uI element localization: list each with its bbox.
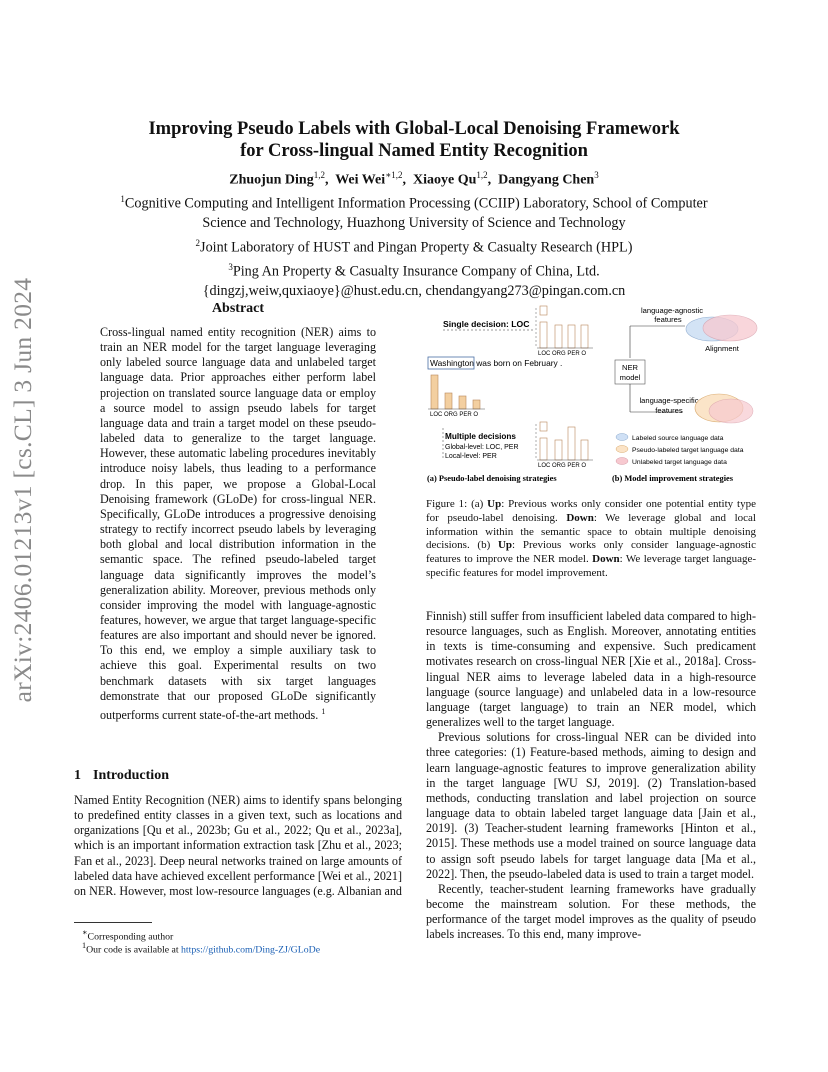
lang-specific-label-1: language-specific — [639, 396, 699, 405]
multiple-decisions-label: Multiple decisions — [445, 432, 516, 441]
author-affil-mark: 1,2 — [476, 170, 488, 180]
paragraph: Previous solutions for cross-lingual NER can be divided into three categories: (1) Feature-based methods, aiming to design and learn language-agnostic features to improve generalization ability in the target language [WU SJ, 2019]. (2) Translation-based methods, conducting translation and label projection on source language data to obtain labeled target language data [Jain et al., 2019]. (3) Teacher-student learning frameworks [Hinton et al., 2015]. These methods use a model trained on source language data to assign soft pseudo labels for target language data [Ma et al., 2022]. Then, the pseudo-labeled data is used to train a target model. — [426, 730, 756, 881]
left-distribution-bars — [431, 375, 480, 409]
unlabeled-ellipse-top — [703, 315, 757, 341]
paragraph: Finnish) still suffer from insufficient labeled data compared to high-resource languages, such as English. Moreover, annotating entities in texts is time-consuming and expensive. Such predicament motivates research on cross-lingual NER [Xie et al., 2018a]. Cross-lingual NER aims to leverage labeled data in a high-resource language (source language) and unlabeled data in a low-resource language (target language) to train an NER model, which generalizes well to the target language. — [426, 609, 756, 730]
example-sentence: Washington was born on February . — [430, 358, 563, 368]
unlabeled-ellipse-bottom — [709, 399, 753, 423]
author-list: Zhuojun Ding$^{1,2}$, Wei Wei$^{∗1,2}$, Xiaoye Qu$^{1,2}$, Dangyang Chen$^3$ — [229, 170, 599, 188]
legend-unlabeled-label: Unlabeled target language data — [632, 459, 727, 466]
subcaption-b: (b) Model improvement strategies — [612, 474, 734, 483]
bottom-distribution-bars — [540, 422, 588, 460]
author-name: Dangyang Chen — [498, 172, 595, 188]
footnote-divider — [74, 922, 152, 923]
introduction-text: Named Entity Recognition (NER) aims to identify spans belonging to predefined entity classes in a given text, such as locations and organizations [Qu et al., 2023b; Gu et al., 2022; Qu et al., 2023a], which is an important information extraction task [Zhu et al., 2023; Fan et al., 2023]. Deep neural networks trained on large amounts of labeled data have achieved excellent performance [Wei et al., 2021] on NER. However, most low-resource languages (e.g. Albanian and — [74, 793, 402, 898]
paragraph: Recently, teacher-student learning frameworks have gradually become the mainstream solution. For these methods, the performance of the target model improves as the quality of pseudo labels increases. To this end, many improve- — [426, 881, 756, 942]
ner-model-label-2: model — [619, 373, 641, 382]
lang-agnostic-label-1: language-agnostic — [640, 306, 704, 315]
top-distribution-bars — [540, 306, 588, 348]
figure-caption: Figure 1: (a) Up: Previous works only consider one potential entity type for pseudo-label denoising. Down: We leverage global and local information within the semantic space to obtain multiple denoising decisions. (b) Up: Previous works only consider language-agnostic features to improve the NER model. Down: We leverage target language-specific features for model improvement. — [426, 498, 756, 579]
affiliations — [60, 190, 768, 302]
abstract-heading: Abstract — [211, 301, 265, 316]
footnote-ref[interactable]: 1 — [321, 706, 326, 716]
legend-unlabeled-swatch — [616, 458, 628, 465]
lang-specific-label-2: features — [655, 406, 683, 415]
left-bar-labels: LOC ORG PER O — [430, 412, 479, 418]
abstract-text: Cross-lingual named entity recognition (NER) aims to train an NER model for the target language leveraging only labeled source language data and unlabeled target language data. Prior approaches either perform label projection on translated source language data or employ a source model to assign pseudo labels for target language data and train a target model on these pseudo-labeled data to generalize to the target language. However, these automatic labeling procedures inevitably introduce noisy labels, thus leading to a performance drop. In this paper, we propose a Global-Local Denoising framework (GLoDe) for cross-lingual NER. Specifically, GLoDe introduces a progressive denoising strategy to rectify incorrect pseudo labels by leveraging both global and local distribution information in the semantic space. The refined pseudo-labeled target language data significantly improves the model’s generalization ability. Moreover, previous methods only consider improving the model with language-agnostic features, however, we argue that target language-specific features are also important and should never be ignored. To this end, we employ a simple auxiliary task to achieve this goal. Experimental results on two benchmark datasets with six target languages demonstrate that our proposed GLoDe significantly outperforms current state-of-the-art methods. $^1$ — [100, 325, 376, 722]
affiliation-1-cont: Science and Technology, Huazhong University of Science and Technology — [202, 215, 626, 232]
author-affil-mark: ∗1,2 — [385, 170, 403, 180]
author-name: Zhuojun Ding — [229, 172, 314, 188]
paper-title — [0, 118, 828, 162]
legend-source-swatch — [616, 434, 628, 441]
subcaption-a: (a) Pseudo-label denoising strategies — [427, 474, 557, 483]
alignment-label: Alignment — [705, 344, 739, 353]
arxiv-stamp: arXiv:2406.01213v1 [cs.CL] 3 Jun 2024 — [8, 277, 37, 703]
local-level-label: Local-level: PER — [445, 453, 497, 460]
author-name: Xiaoye Qu — [413, 172, 477, 188]
bottom-bar-labels: LOC ORG PER O — [538, 463, 587, 469]
footnote-code: $^1$Our code is available at https://github.com/Ding-ZJ/GLoDe — [82, 941, 321, 956]
top-bar-labels: LOC ORG PER O — [538, 351, 587, 357]
code-link[interactable]: https://github.com/Ding-ZJ/GLoDe — [181, 944, 321, 956]
footnote-corresponding: ∗Corresponding author — [82, 928, 174, 943]
title-line-1: Improving Pseudo Labels with Global-Local Denoising Framework — [148, 119, 680, 139]
right-column-text — [426, 609, 756, 942]
figure-1 — [425, 300, 760, 490]
legend-pseudo-swatch — [616, 446, 628, 453]
affiliation-2: $^2$Joint Laboratory of HUST and Pingan Property & Casualty Research (HPL) — [195, 237, 633, 256]
title-line-2: for Cross-lingual Named Entity Recognition — [240, 141, 588, 161]
author-name: Wei Wei — [335, 172, 386, 188]
global-level-label: Global-level: LOC, PER — [445, 444, 519, 451]
ner-model-label-1: NER — [621, 363, 639, 372]
legend-source-label: Labeled source language data — [632, 435, 724, 442]
legend-pseudo-label: Pseudo-labeled target language data — [632, 447, 744, 454]
author-affil-mark: 1,2 — [313, 170, 325, 180]
single-decision-label: Single decision: LOC — [443, 319, 530, 329]
author-affil-mark: 3 — [594, 170, 599, 180]
section-heading-introduction: 1 Introduction — [74, 768, 169, 783]
affiliation-1: $^1$Cognitive Computing and Intelligent Information Processing (CCIIP) Laboratory, School of Computer — [120, 194, 708, 212]
author-emails: {dingzj,weiw,quxiaoye}@hust.edu.cn, chendangyang273@pingan.com.cn — [202, 283, 626, 300]
affiliation-3: $^3$Ping An Property & Casualty Insurance Company of China, Ltd. — [228, 261, 600, 280]
lang-agnostic-label-2: features — [654, 315, 682, 324]
